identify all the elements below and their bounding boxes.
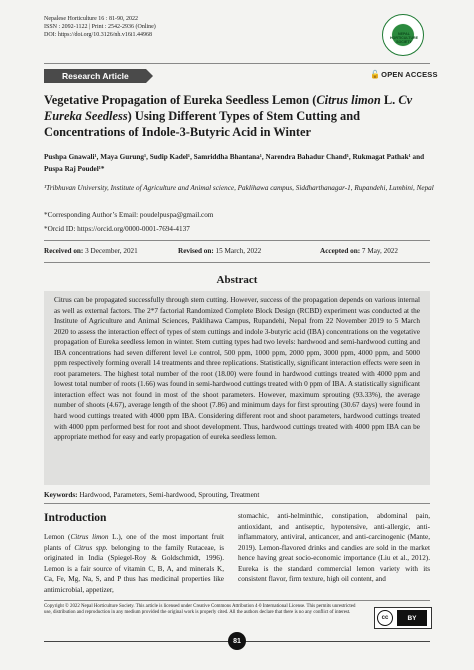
paper-title: Vegetative Propagation of Eureka Seedless Lemon (Citrus limon L. Cv Eureka Seedless) Using Different Types of Stem Cutting and Concentrations of Indole-3-Butyric Acid in Winter [44, 93, 413, 139]
journal-issn: ISSN : 2092-1122 | Print : 2542-2936 (Online) [44, 24, 156, 30]
article-type-label: Research Article [62, 71, 129, 81]
logo-text: NEPAL HORTICULTURE SOCIETY [389, 32, 419, 44]
journal-doi[interactable]: DOI: https://doi.org/10.3126/nh.v16i1.44968 [44, 32, 153, 38]
cc-by-license-badge[interactable] [374, 607, 432, 629]
dates-divider-top [44, 240, 430, 241]
attribution-icon: BY [397, 610, 427, 626]
keywords-divider [44, 503, 430, 504]
abstract-heading: Abstract [216, 274, 258, 286]
revised-date: Revised on: 15 March, 2022 [178, 247, 262, 255]
accepted-date: Accepted on: 7 May, 2022 [320, 247, 398, 255]
keywords: Keywords: Hardwood, Parameters, Semi-hardwood, Sprouting, Treatment [44, 491, 260, 499]
journal-citation: Nepalese Horticulture 16 : 81-90, 2022 [44, 16, 138, 22]
society-logo [382, 14, 424, 56]
open-access-badge [370, 70, 438, 79]
introduction-heading: Introduction [44, 512, 107, 524]
open-lock-icon: 🔓 [370, 70, 381, 79]
creative-commons-icon: cc [377, 610, 393, 626]
copyright-notice: Copyright © 2022 Nepal Horticulture Society. This article is licensed under Creative Commons Attribution 4·0 International License. This permits unrestricted use, distribution and reproduction in any medium provided the original work is properly cited. All the authors declare that there is no any conflict of interest. [44, 604, 356, 616]
header-divider [44, 63, 430, 64]
abstract-text: Citrus can be propagated successfully through stem cutting. However, success of the propagation depends on various internal as well as external factors. The 2*7 factorial Randomized Complete Block Design (RCBD) experiment was conducted at the Institute of Agriculture and Animal Sciences, Paklihawa Campus, Rupandehi, Nepal from 22 November 2019 to 5 March 2020 to assess the interaction effect of types of stem cuttings and indole 3-butyric acid (IBA) concentrations on the vegetative propagation of Eureka seedless lemon in winter. Stem cutting types had two levels: hardwood and semi-hardwood cutting and IBA concentrations had seven different level i.e control, 500 ppm, 1000 ppm, 2000 ppm, 3000 ppm, 4000 ppm, and 5000 ppm respectively forming overall 14 treatments and three replications. Statistically, significant interaction effects were seen in root parameters. The highest total number of the root (18.00) were found in hardwood cuttings treated with 4000 ppm and lowest total number of roots (1.66) was found in semi-hardwood cuttings treated with 0 ppm of IBA. A statistically significant interaction effect was not found in most of the shoot parameters. However, maximum sprouting (93.33%), the average number of shoots (4.67), average length of the shoot (7.86) and minimum days for first sprouting (30.67 days) were found in hard wood cuttings treated with 4000 ppm IBA. Considering different root and shoot parameters, hardwood cuttings treated with 4000 ppm performed best for root and shoot development. Thus, hardwood cuttings treated with 4000 ppm IBA can be appropriate method for easy and early propagation of eureka seedless lemon. [54, 296, 420, 442]
footer-divider [44, 600, 430, 601]
page-number: 81 [228, 632, 246, 650]
intro-right-column: stomachic, anti-helminthic, constipation, abdominal pain, antioxidant, and antiseptic, hypotensive, anti-allergic, anti-inflammatory, antiviral, anticancer, and anti-carcinogenic (Mante, 2019). Lemon-flavored drinks and candies are sold in the market hence having great socio-economic importance (Liu et al., 2012). Eureka is the standard commercial lemon variety with its consistent flavor, firm texture, high oil content, and [238, 512, 430, 583]
dates-divider-bottom [44, 262, 430, 263]
corresponding-email: *Corresponding Author’s Email: poudelpuspa@gmail.com [44, 211, 214, 219]
intro-left-column: Lemon (Citrus limon L.), one of the most important fruit plants of Citrus spp. belonging to the family Rutaceae, is originated in India (Spiegel-Roy & Goldschmidt, 1996). Lemon is a fair source of vitamin C, B, A, and minerals K, Ca, Fe, Mg, Na, S, and P thus has medicinal properties like antimicrobial, appetizer, [44, 533, 224, 594]
author-list: Pushpa Gnawali¹, Maya Gurung¹, Sudip Kadel¹, Samriddha Bhantana¹, Narendra Bahadur Chand¹, Rukmagat Pathak¹ and Puspa Raj Poudel¹* [44, 153, 425, 173]
orcid-link[interactable]: *Orcid ID: https://orcid.org/0000-0001-7694-4137 [44, 225, 190, 233]
received-date: Received on: 3 December, 2021 [44, 247, 138, 255]
article-type-ribbon [44, 69, 146, 83]
open-access-label: OPEN ACCESS [381, 70, 438, 79]
affiliation: ¹Tribhuvan University, Institute of Agriculture and Animal science, Paklihawa campus, Siddharthanagar-1, Rupandehi, Lumbini, Nepal [44, 184, 434, 192]
